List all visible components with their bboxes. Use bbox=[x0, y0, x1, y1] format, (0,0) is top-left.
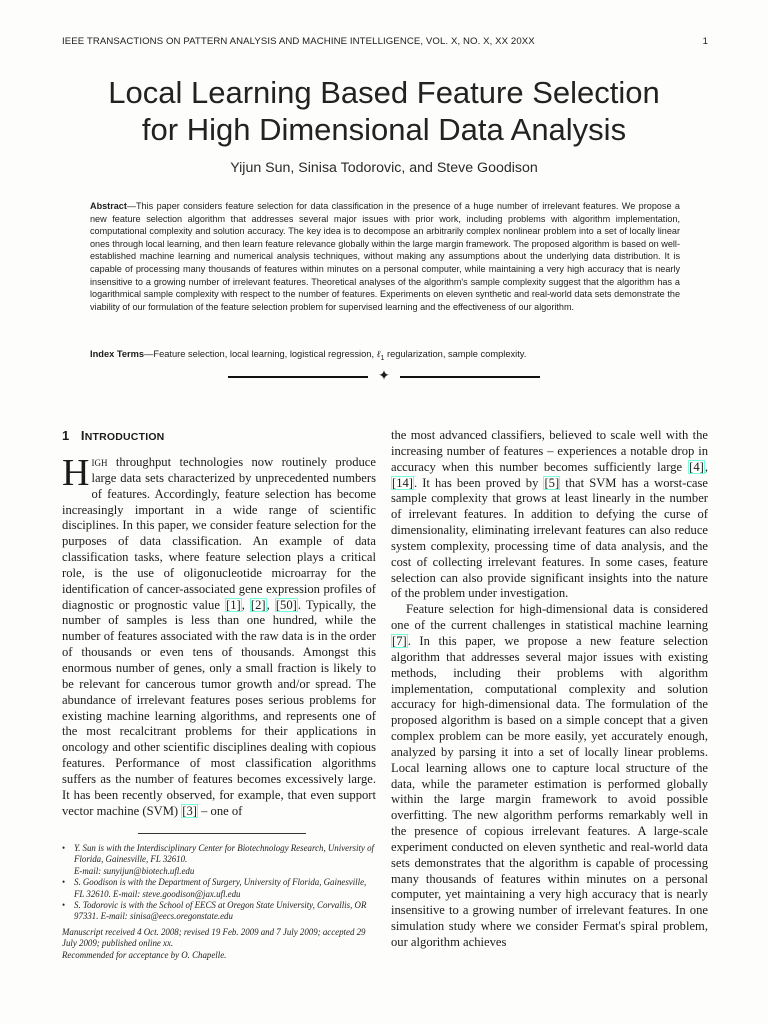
abstract-label: Abstract bbox=[90, 201, 127, 211]
page-number: 1 bbox=[702, 36, 708, 47]
abstract bbox=[90, 200, 680, 313]
bullet-icon: • bbox=[62, 843, 66, 853]
recommendation-note: Recommended for acceptance by O. Chapelle. bbox=[62, 949, 227, 960]
title-line-1: Local Learning Based Feature Selection bbox=[108, 75, 660, 110]
citation-link[interactable]: [14] bbox=[392, 475, 413, 490]
section-divider bbox=[228, 369, 540, 384]
right-text-part-2: . It has been proved by bbox=[413, 475, 544, 490]
intro-text-part-2: . Typically, the number of samples is less than one hundred, while the number of features associated with the raw data is in the order of thousands or even tens of thousands. Amongst this enormous number of genes, only a small fraction is likely to be relevant for cancerous tumor growth and/or spread. The abundance of irrelevant features poses serious problems for existing machine learning algorithms, and represents one of the most recalcitrant problems for their applications in oncology and other scientific disciplines dealing with copious features. Performance of most classification algorithms suffers as the number of features becomes excessively large. It has been recently observed, for example, that even support vector machine (SVM) bbox=[62, 597, 376, 818]
ell-subscript: 1 bbox=[380, 354, 385, 362]
footnote-item bbox=[62, 900, 378, 923]
right-paragraph-1 bbox=[391, 428, 708, 602]
footnote-text: S. Todorovic is with the School of EECS at Oregon State University, Corvallis, OR 97331. E-mail: sinisa@eecs.oregonstate.edu bbox=[74, 900, 367, 922]
citation-link[interactable]: [5] bbox=[544, 475, 560, 490]
index-terms bbox=[90, 348, 680, 365]
section-title-initial: I bbox=[80, 428, 85, 443]
citation-link[interactable]: [50] bbox=[275, 597, 297, 612]
running-header bbox=[62, 36, 708, 47]
footnote-item bbox=[62, 877, 378, 900]
bullet-icon: • bbox=[62, 900, 66, 911]
divider-rule-right bbox=[400, 376, 540, 378]
intro-paragraph-1 bbox=[62, 452, 376, 819]
intro-text-part-1: throughput technologies now routinely produce large data sets characterized by unprecedented numbers of features. Accordingly, feature selection has become increasingly important in a wide range of scientific disciplines. In this paper, we consider feature selection for the purposes of data classification. An example of data classification tasks, where feature selection plays a critical role, is the use of oligonucleotide microarray for the identification of cancer-associated gene expression profiles of diagnostic or prognostic value bbox=[62, 455, 376, 612]
citation-link[interactable]: [3] bbox=[182, 803, 197, 818]
footnote-email: E-mail: sunyijun@biotech.ufl.edu bbox=[74, 865, 195, 876]
section-number: 1 bbox=[62, 428, 70, 443]
index-terms-text-before: —Feature selection, local learning, logistical regression, bbox=[144, 349, 377, 359]
drop-cap: H bbox=[62, 452, 90, 494]
right-column bbox=[391, 428, 708, 951]
index-terms-label: Index Terms bbox=[90, 349, 145, 359]
citation-separator: , bbox=[241, 597, 250, 612]
divider-rule-left bbox=[228, 376, 368, 378]
manuscript-note: Manuscript received 4 Oct. 2008; revised 19 Feb. 2009 and 7 July 2009; accepted 29 July 2009; published online xx. bbox=[62, 926, 366, 949]
footnote-rule bbox=[138, 833, 306, 834]
right-text-part-3: that SVM has a worst-case sample complexity that grows at least linearly in the number of irrelevant features. In addition to defying the curse of dimensionality, eliminating irrelevant features can also reduce system complexity, processing time of data analysis, and the cost of collecting irrelevant features. In some cases, feature selection can also provide significant insights into the nature of the problem under investigation. bbox=[391, 475, 708, 601]
paper-title bbox=[60, 74, 708, 148]
footnote-text: Y. Sun is with the Interdisciplinary Center for Biotechnology Research, University of Florida, Gainesville, FL 32610. bbox=[74, 843, 374, 865]
citation-link[interactable]: [7] bbox=[392, 633, 407, 648]
left-column bbox=[62, 452, 376, 819]
title-line-2: for High Dimensional Data Analysis bbox=[141, 112, 627, 147]
right-text-part-5: . In this paper, we propose a new feature selection algorithm that addresses several major issues with existing methods, including their problems with algorithm implementation, computational complexity and solution accuracy for high-dimensional data. The formulation of the proposed algorithm is based on a simple concept that a given complex problem can be more easily, yet accurately enough, analyzed by parsing it into a set of locally linear problems. Local learning allows one to capture local structure of the data, while the parameter estimation is performed globally within the large margin framework to avoid possible overfitting. The new algorithm performs remarkably well in the presence of copious irrelevant features. A large-scale experiment conducted on eleven synthetic and real-world data sets demonstrates that the algorithm is capable of processing many thousands of features within minutes on a personal computer, yet maintaining a very high accuracy that is nearly insensitive to a growing number of irrelevant features. In one simulation study where we consider Fermat's spiral problem, our algorithm achieves bbox=[391, 633, 708, 949]
abstract-text: —This paper considers feature selection for data classification in the presence of a huge number of irrelevant features. We propose a new feature selection algorithm that addresses several major issues with prior work, including problems with algorithm implementation, computational complexity and solution accuracy. The key idea is to decompose an arbitrarily complex nonlinear problem into a set of locally linear ones through local learning, and then learn feature relevance globally within the large margin framework. The proposed algorithm is based on well-established machine learning and numerical analysis techniques, without making any assumptions about the underlying data distribution. It is capable of processing many thousands of features within minutes on a personal computer, while maintaining a very high accuracy that is nearly insensitive to a growing number of irrelevant features. Theoretical analyses of the algorithm's sample complexity suggest that the algorithm has a logarithmical sample complexity with respect to the number of features. Experiments on eleven synthetic and real-world data sets demonstrate the viability of our formulation of the feature selection problem for supervised learning and the effectiveness of our algorithm. bbox=[90, 201, 680, 312]
citation-link[interactable]: [4] bbox=[689, 459, 704, 474]
citation-separator: , bbox=[704, 459, 708, 474]
author-list: Yijun Sun, Sinisa Todorovic, and Steve Goodison bbox=[230, 160, 538, 176]
citation-separator: , bbox=[266, 597, 275, 612]
bullet-icon: • bbox=[62, 877, 66, 888]
citation-link[interactable]: [2] bbox=[250, 597, 266, 612]
journal-header: IEEE TRANSACTIONS ON PATTERN ANALYSIS AND MACHINE INTELLIGENCE, VOL. X, NO. X, XX 20XX bbox=[62, 36, 535, 47]
footnotes bbox=[62, 843, 378, 961]
ell-symbol: ℓ bbox=[376, 350, 381, 360]
lead-word: igh bbox=[91, 455, 108, 469]
index-terms-text-after: regularization, sample complexity. bbox=[384, 349, 527, 359]
section-title-rest: NTRODUCTION bbox=[84, 431, 165, 443]
right-paragraph-2 bbox=[391, 602, 708, 951]
section-heading bbox=[62, 428, 164, 443]
footnote-text: S. Goodison is with the Department of Surgery, University of Florida, Gainesville, FL 32610. E-mail: steve.goodison@jax.ufl.edu bbox=[74, 877, 367, 899]
right-text-part-4: Feature selection for high-dimensional data is considered one of the current challenges in statistical machine learning bbox=[391, 602, 708, 633]
citation-link[interactable]: [1] bbox=[226, 597, 241, 612]
footnote-item bbox=[62, 843, 378, 877]
intro-text-part-3: – one of bbox=[197, 803, 243, 818]
right-text-part-1: the most advanced classifiers, believed to scale well with the increasing number of features – experiences a notable drop in accuracy when this number becomes sufficiently large bbox=[391, 428, 708, 474]
divider-ornament-icon: ✦ bbox=[378, 369, 390, 384]
